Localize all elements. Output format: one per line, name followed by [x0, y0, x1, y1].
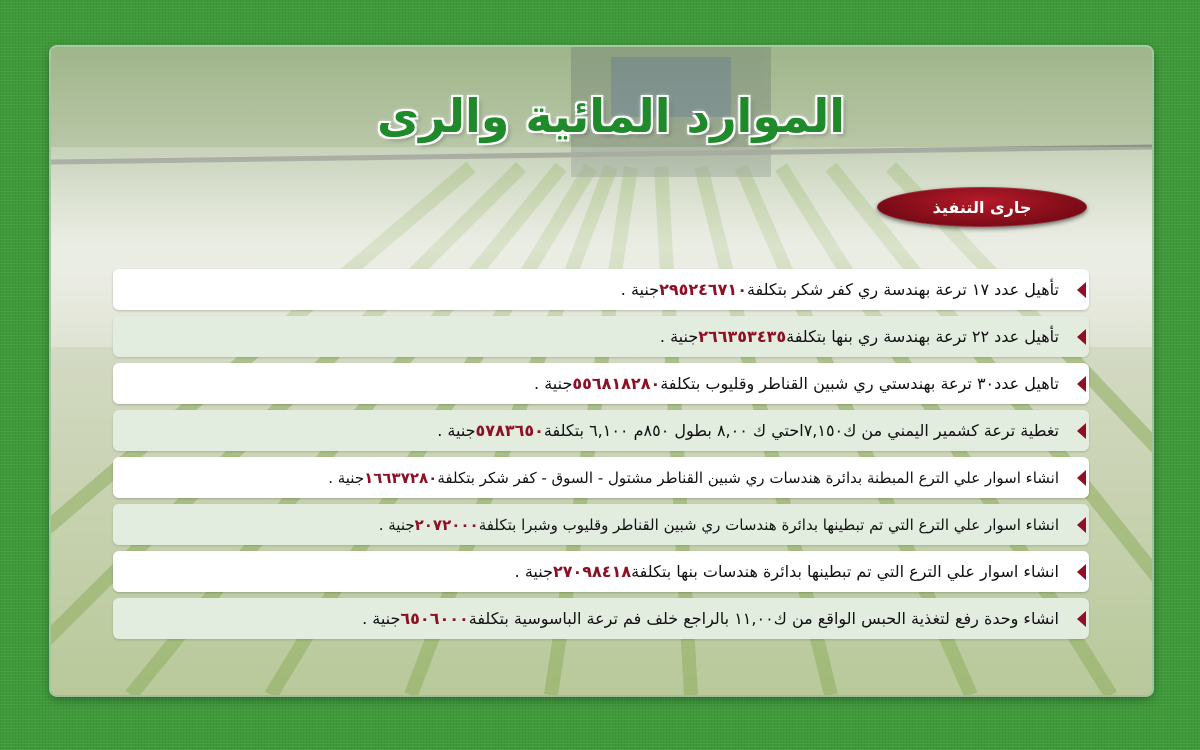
page-title: الموارد المائية والرى: [376, 89, 846, 143]
item-text: تأهيل عدد ٢٢ ترعة بهندسة ري بنها بتكلفة: [786, 327, 1059, 346]
item-text: انشاء اسوار علي الترع المبطنة بدائرة هندسات ري شبين القناطر مشتول - السوق - كفر شكر بتكلفة: [437, 468, 1059, 487]
item-suffix: جنية .: [534, 374, 573, 393]
list-item: [113, 316, 1089, 357]
list-item: [113, 504, 1089, 545]
item-suffix: جنية .: [659, 327, 699, 346]
bullet-arrow-icon: [1077, 376, 1086, 392]
list-item: [113, 457, 1089, 498]
item-cost: ٢٠٧٢٠٠٠: [414, 515, 479, 534]
bullet-arrow-icon: [1077, 423, 1086, 439]
bullet-arrow-icon: [1077, 517, 1086, 533]
content-panel: [51, 47, 1152, 695]
item-cost: ٢٧٠٩٨٤١٨: [552, 562, 632, 581]
item-text: تاهيل عدد٣٠ ترعة بهندستي ري شبين القناطر وقليوب بتكلفة: [660, 374, 1059, 393]
bullet-arrow-icon: [1077, 470, 1086, 486]
item-cost: ٢٩٥٢٤٦٧١٠: [659, 280, 747, 299]
project-list: [113, 269, 1089, 645]
item-cost: ٥٥٦٨١٨٢٨٠: [572, 374, 661, 393]
bullet-arrow-icon: [1077, 329, 1086, 345]
item-cost: ٥٧٨٣٦٥٠: [475, 421, 544, 440]
bullet-arrow-icon: [1077, 564, 1086, 580]
item-suffix: جنية .: [620, 280, 660, 299]
bullet-arrow-icon: [1077, 611, 1086, 627]
bullet-arrow-icon: [1077, 282, 1086, 298]
status-badge: جارى التنفيذ: [877, 187, 1087, 227]
item-suffix: جنية .: [437, 421, 476, 440]
item-text: انشاء وحدة رفع لتغذية الحبس الواقع من ك١١,٠٠ بالراجع خلف فم ترعة الباسوسية بتكلفة: [468, 609, 1059, 628]
item-suffix: جنية .: [328, 468, 365, 487]
list-item: [113, 410, 1089, 451]
item-text: تغطية ترعة كشمير اليمني من ك٧,١٥٠احتي ك ٨,٠٠ بطول ٨٥٠م ٦,١٠٠ بتكلفة: [543, 421, 1059, 440]
list-item: [113, 269, 1089, 310]
list-item: [113, 551, 1089, 592]
item-cost: ٦٥٠٦٠٠٠: [400, 609, 469, 628]
item-text: انشاء اسوار علي الترع التي تم تبطينها بدائرة هندسات بنها بتكلفة: [631, 562, 1059, 581]
item-text: تأهيل عدد ١٧ ترعة بهندسة ري كفر شكر بتكلفة: [746, 280, 1059, 299]
item-suffix: جنية .: [362, 609, 401, 628]
item-cost: ٢٦٦٣٥٣٤٣٥: [698, 327, 787, 346]
list-item: [113, 363, 1089, 404]
item-suffix: جنية .: [514, 562, 553, 581]
list-item: [113, 598, 1089, 639]
item-text: انشاء اسوار علي الترع التي تم تبطينها بدائرة هندسات ري شبين القناطر وقليوب وشبرا بتكلفة: [478, 515, 1059, 534]
item-cost: ١٦٦٣٧٢٨٠: [364, 468, 438, 487]
item-suffix: جنية .: [378, 515, 415, 534]
